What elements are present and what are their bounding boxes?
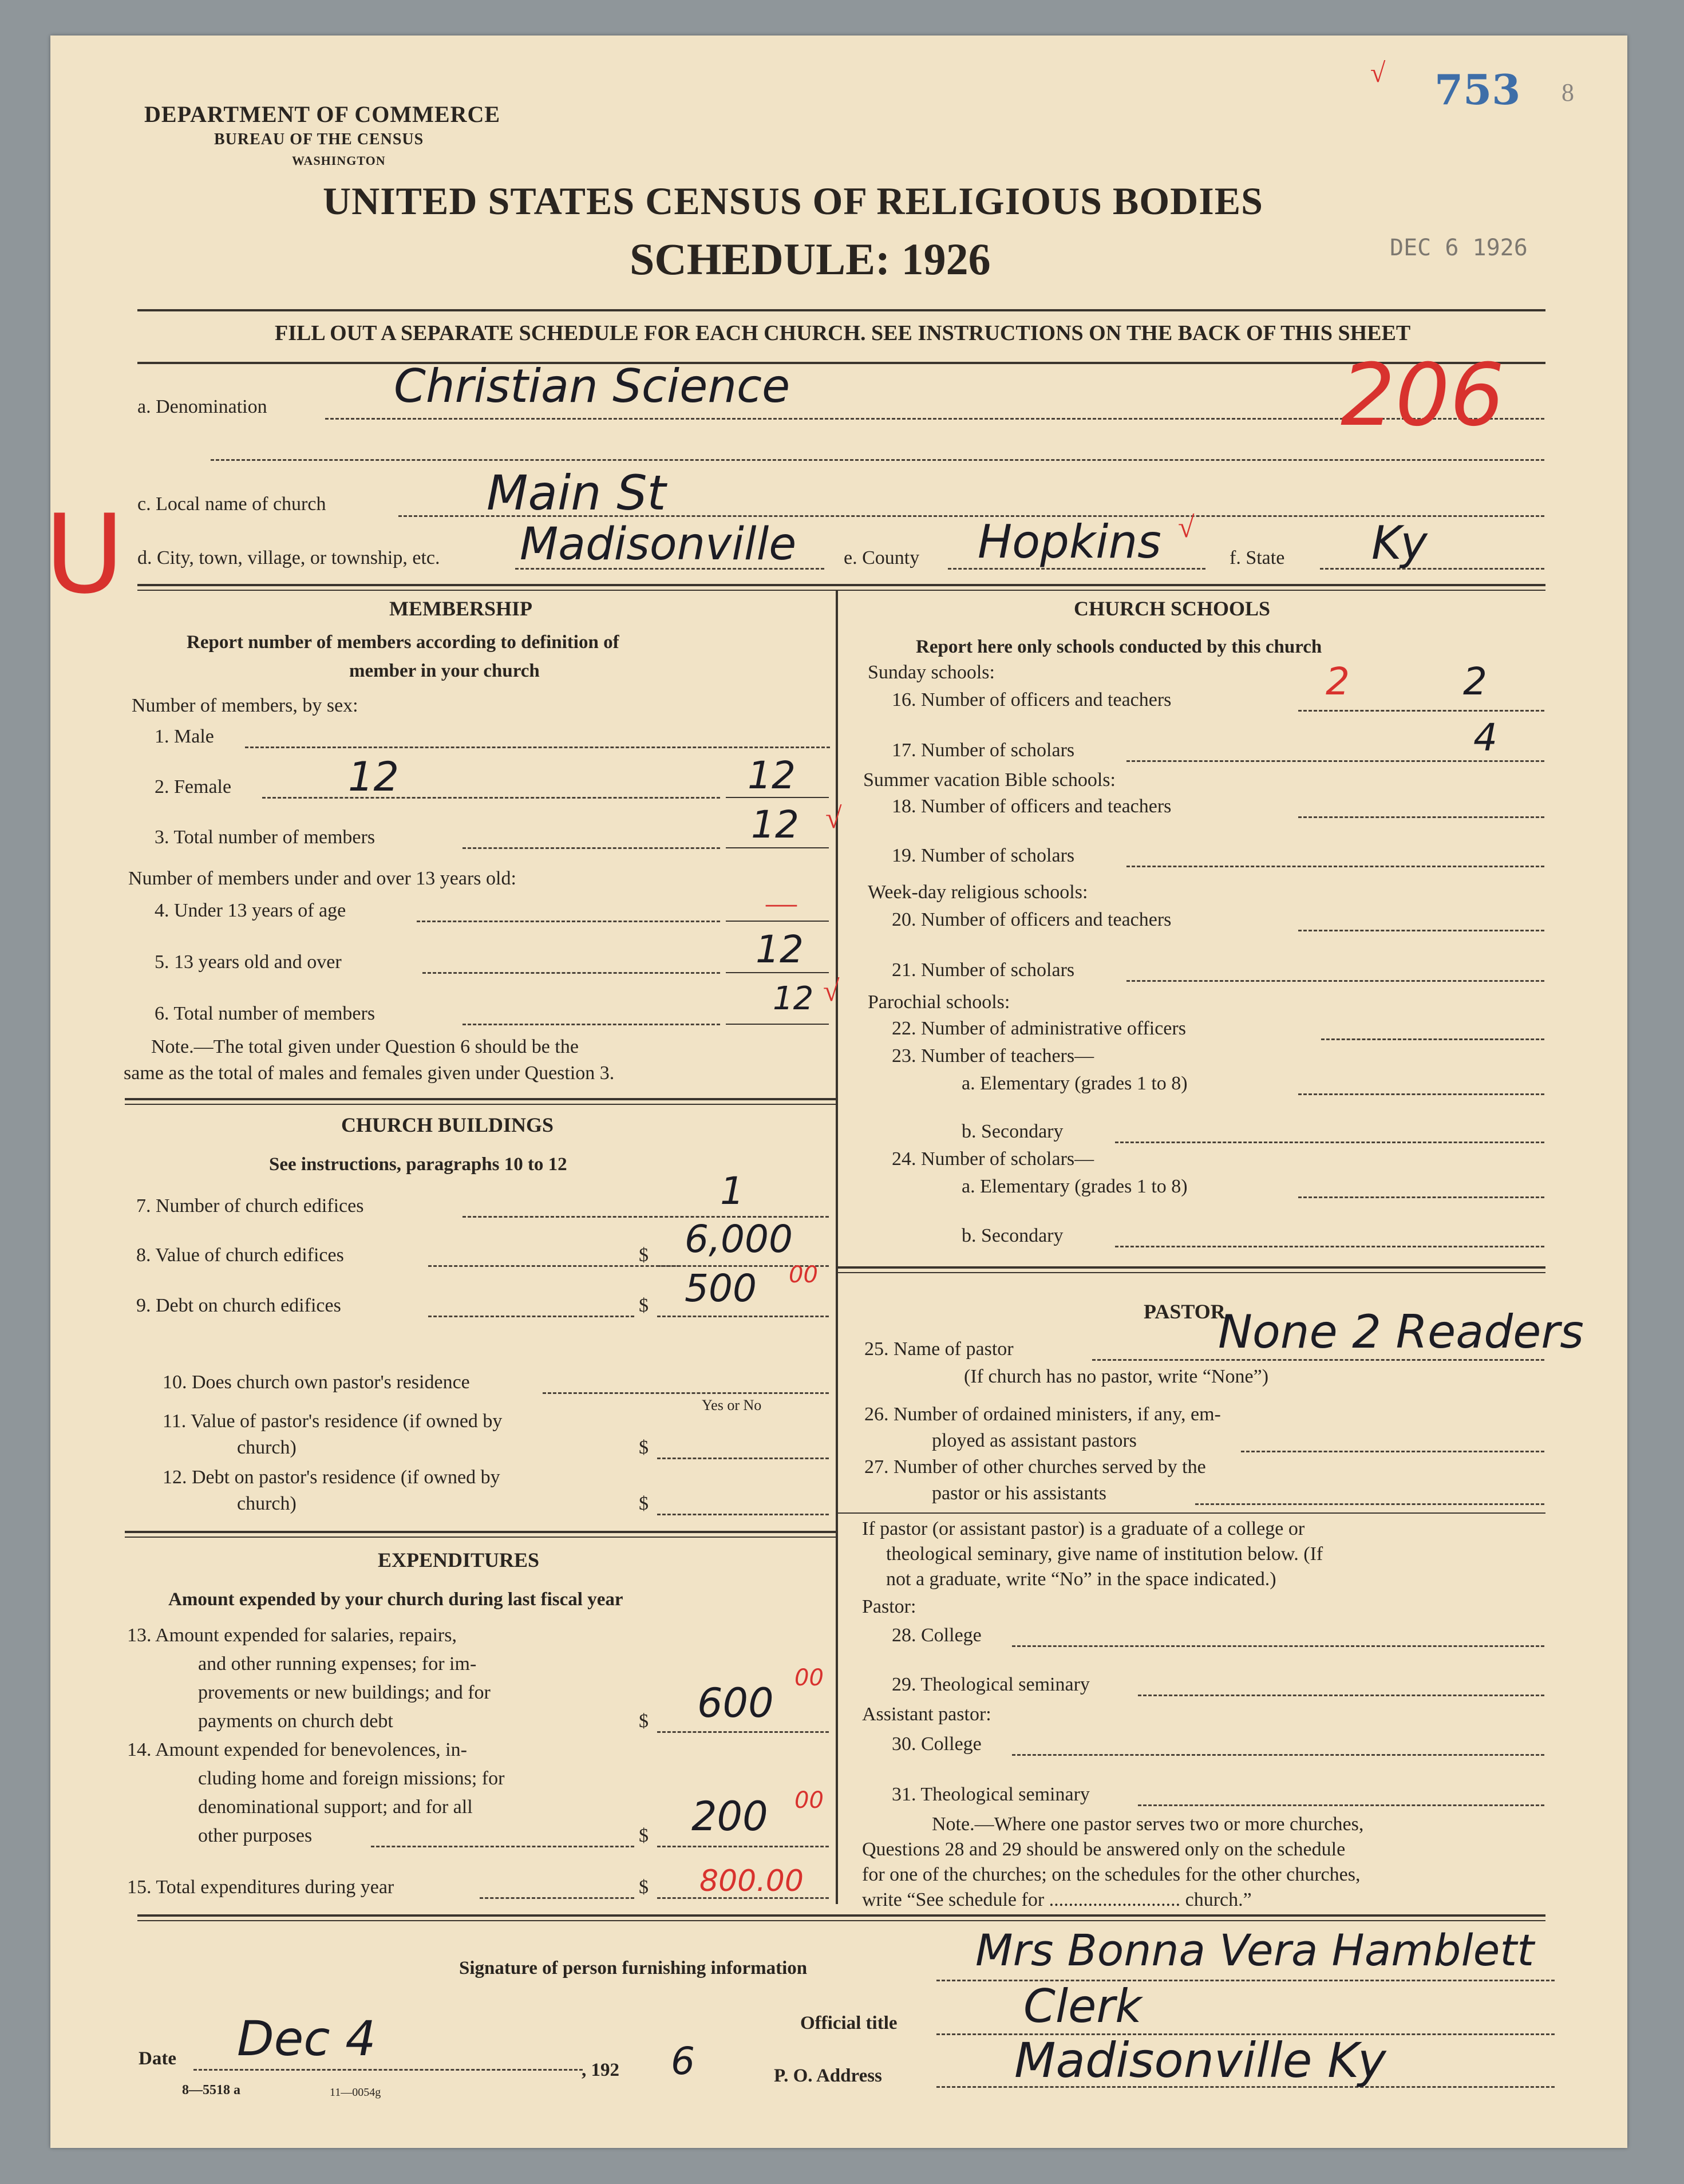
q7-edifices-value[interactable]: 1 [720, 1169, 744, 1213]
q24b-label: b. Secondary [962, 1225, 1064, 1246]
membership-sub-1: Report number of members according to definition of [187, 632, 619, 653]
members-by-sex-label: Number of members, by sex: [132, 695, 358, 716]
q3-total-value[interactable]: 12 [751, 803, 799, 847]
q9-dollar: $ [639, 1295, 649, 1316]
official-title-value[interactable]: Clerk [1023, 1980, 1142, 2033]
state-value[interactable]: Ky [1371, 516, 1428, 570]
q6-total-value[interactable]: 12 [773, 980, 814, 1017]
q15-total-amount[interactable]: 800.00 [699, 1864, 804, 1898]
q13-label-4: payments on church debt [198, 1711, 393, 1732]
q4-under13-value[interactable]: — [766, 886, 797, 920]
q13-amount[interactable]: 600 [697, 1680, 774, 1727]
q16-red-value: 2 [1326, 659, 1350, 704]
q14-label-2: cluding home and foreign missions; for [198, 1768, 505, 1789]
county-label: e. County [844, 547, 920, 568]
q8-dollar: $ [639, 1245, 649, 1266]
assistant-pastor-label: Assistant pastor: [862, 1704, 991, 1725]
q19-label: 19. Number of scholars [892, 845, 1075, 866]
q26-label-2: ployed as assistant pastors [932, 1430, 1137, 1451]
buildings-sub: See instructions, paragraphs 10 to 12 [269, 1154, 567, 1175]
q9-debt-label: 9. Debt on church edifices [136, 1295, 341, 1316]
q23-label: 23. Number of teachers— [892, 1045, 1094, 1067]
red-letter-mark: U [45, 491, 125, 618]
census-schedule-sheet [45, 35, 1627, 2148]
parochial-schools-label: Parochial schools: [868, 992, 1010, 1013]
q28-label: 28. College [892, 1625, 982, 1646]
form-number: 8—5518 a [182, 2083, 240, 2098]
q13-label-1: 13. Amount expended for salaries, repairs, [127, 1625, 457, 1646]
instructions-banner: FILL OUT A SEPARATE SCHEDULE FOR EACH CHURCH. SEE INSTRUCTIONS ON THE BACK OF THIS SHEET [275, 321, 1411, 345]
membership-sub-2: member in your church [349, 661, 540, 681]
red-check-mark: √ [1370, 58, 1386, 88]
q15-dollar: $ [639, 1877, 649, 1898]
q16-label: 16. Number of officers and teachers [892, 689, 1172, 710]
state-label: f. State [1230, 547, 1285, 568]
q13-label-3: provements or new buildings; and for [198, 1682, 491, 1703]
pastor-note-1: Note.—Where one pastor serves two or more churches, [932, 1814, 1364, 1835]
department-name: DEPARTMENT OF COMMERCE [144, 101, 501, 127]
q23b-label: b. Secondary [962, 1121, 1064, 1142]
official-title-label: Official title [800, 2013, 898, 2033]
date-label: Date [139, 2048, 176, 2069]
q2-female-handwritten: 12 [348, 753, 400, 800]
form-title: UNITED STATES CENSUS OF RELIGIOUS BODIES [323, 179, 1263, 223]
q13-red-cents: 00 [794, 1665, 824, 1691]
q2-female-label: 2. Female [155, 776, 232, 797]
red-check-q3: √ [825, 802, 842, 835]
graduate-instr-1: If pastor (or assistant pastor) is a graduate of a college or [862, 1518, 1305, 1539]
q23a-label: a. Elementary (grades 1 to 8) [962, 1073, 1188, 1094]
q16-value[interactable]: 2 [1463, 659, 1487, 704]
q20-label: 20. Number of officers and teachers [892, 909, 1172, 930]
q18-label: 18. Number of officers and teachers [892, 796, 1172, 817]
schools-sub: Report here only schools conducted by this church [916, 637, 1322, 657]
local-name-value[interactable]: Main St [487, 465, 666, 521]
q25-note: (If church has no pastor, write “None”) [964, 1366, 1269, 1387]
q14-dollar: $ [639, 1825, 649, 1846]
received-date-stamp: DEC 6 1926 [1390, 235, 1528, 261]
summer-schools-label: Summer vacation Bible schools: [863, 769, 1116, 791]
q25-label: 25. Name of pastor [864, 1338, 1014, 1360]
expenditures-heading: EXPENDITURES [378, 1549, 540, 1571]
q15-total-label: 15. Total expenditures during year [127, 1877, 394, 1898]
sunday-schools-label: Sunday schools: [868, 662, 995, 683]
denomination-label: a. Denomination [137, 396, 267, 417]
red-check-q6: √ [823, 975, 840, 1008]
signature-label: Signature of person furnishing information [459, 1958, 808, 1978]
red-code-number: 206 [1341, 346, 1505, 445]
q27-label-2: pastor or his assistants [932, 1483, 1107, 1504]
members-by-age-label: Number of members under and over 13 years old: [128, 868, 516, 889]
q4-under13-label: 4. Under 13 years of age [155, 900, 346, 921]
city-label: d. City, town, village, or township, etc. [137, 547, 440, 568]
city-value[interactable]: Madisonville [520, 519, 797, 570]
q12-debt-label-2: church) [237, 1493, 297, 1514]
q5-over13-label: 5. 13 years old and over [155, 951, 342, 973]
q13-label-2: and other running expenses; for im- [198, 1653, 477, 1674]
bureau-city: WASHINGTON [292, 153, 386, 168]
pastor-note-2: Questions 28 and 29 should be answered only on the schedule [862, 1839, 1346, 1860]
county-value[interactable]: Hopkins [978, 515, 1161, 568]
q6-total-label: 6. Total number of members [155, 1003, 375, 1024]
expenditures-sub: Amount expended by your church during last fiscal year [168, 1589, 623, 1610]
corner-mark: 8 [1562, 78, 1574, 106]
year-digit[interactable]: 6 [671, 2039, 695, 2083]
po-address-label: P. O. Address [774, 2065, 882, 2086]
membership-heading: MEMBERSHIP [389, 597, 533, 620]
q14-label-3: denominational support; and for all [198, 1796, 473, 1818]
local-name-label: c. Local name of church [137, 493, 326, 515]
buildings-heading: CHURCH BUILDINGS [341, 1113, 554, 1136]
weekday-schools-label: Week-day religious schools: [868, 882, 1088, 903]
q26-label-1: 26. Number of ordained ministers, if any, em- [864, 1404, 1221, 1425]
pastor-sub-label: Pastor: [862, 1596, 916, 1617]
q14-amount[interactable]: 200 [691, 1793, 768, 1840]
q14-label-1: 14. Amount expended for benevolences, in- [127, 1739, 467, 1760]
q17-value[interactable]: 4 [1473, 716, 1497, 760]
q7-edifices-label: 7. Number of church edifices [136, 1195, 364, 1217]
membership-note-1: Note.—The total given under Question 6 should be the [151, 1036, 579, 1057]
q10-residence-label: 10. Does church own pastor's residence [163, 1372, 470, 1393]
graduate-instr-2: theological seminary, give name of institution below. (If [886, 1543, 1323, 1565]
q22-label: 22. Number of administrative officers [892, 1018, 1186, 1039]
q24-label: 24. Number of scholars— [892, 1148, 1094, 1170]
pastor-note-4: write “See schedule for ........................... church.” [862, 1889, 1252, 1910]
q30-label: 30. College [892, 1733, 982, 1755]
q9-debt-amount[interactable]: 500 [685, 1266, 757, 1310]
q1-male-label: 1. Male [155, 726, 214, 747]
pastor-heading: PASTOR [1144, 1300, 1226, 1323]
q17-label: 17. Number of scholars [892, 740, 1075, 761]
q11-dollar: $ [639, 1437, 649, 1458]
red-check-county: √ [1178, 511, 1195, 544]
q9-red-cents: 00 [789, 1262, 818, 1288]
q5-over13-value[interactable]: 12 [756, 927, 804, 971]
q14-label-4: other purposes [198, 1825, 313, 1846]
q24a-label: a. Elementary (grades 1 to 8) [962, 1176, 1188, 1197]
q21-label: 21. Number of scholars [892, 959, 1075, 981]
q2-female-value[interactable]: 12 [748, 753, 796, 797]
q31-label: 31. Theological seminary [892, 1784, 1090, 1805]
q29-label: 29. Theological seminary [892, 1674, 1090, 1695]
q25-pastor-name[interactable]: None 2 Readers [1218, 1305, 1584, 1358]
q13-dollar: $ [639, 1711, 649, 1732]
stamp-number: 753 [1434, 65, 1521, 114]
q12-debt-label-1: 12. Debt on pastor's residence (if owned by [163, 1467, 500, 1488]
date-value[interactable]: Dec 4 [237, 2011, 376, 2067]
q8-value-amount[interactable]: 6,000 [685, 1217, 793, 1261]
q8-value-label: 8. Value of church edifices [136, 1245, 344, 1266]
membership-note-2: same as the total of males and females given under Question 3. [124, 1063, 615, 1084]
po-address-value[interactable]: Madisonville Ky [1014, 2032, 1386, 2088]
yes-no-hint: Yes or No [702, 1397, 762, 1413]
schedule-year: SCHEDULE: 1926 [630, 234, 991, 284]
q11-value-label-2: church) [237, 1437, 297, 1458]
q11-value-label-1: 11. Value of pastor's residence (if owned by [163, 1411, 503, 1432]
pastor-note-3: for one of the churches; on the schedules for the other churches, [862, 1864, 1361, 1885]
denomination-value[interactable]: Christian Science [394, 360, 790, 413]
print-number: 11—0054g [330, 2086, 381, 2099]
q3-total-label: 3. Total number of members [155, 827, 375, 848]
schools-heading: CHURCH SCHOOLS [1074, 597, 1271, 620]
q14-red-cents: 00 [794, 1787, 824, 1814]
q27-label-1: 27. Number of other churches served by the [864, 1456, 1206, 1478]
bureau-name: BUREAU OF THE CENSUS [214, 131, 424, 148]
q12-dollar: $ [639, 1493, 649, 1514]
graduate-instr-3: not a graduate, write “No” in the space indicated.) [886, 1569, 1276, 1590]
year-prefix: , 192 [582, 2060, 619, 2080]
signature-value[interactable]: Mrs Bonna Vera Hamblett [975, 1925, 1535, 1976]
